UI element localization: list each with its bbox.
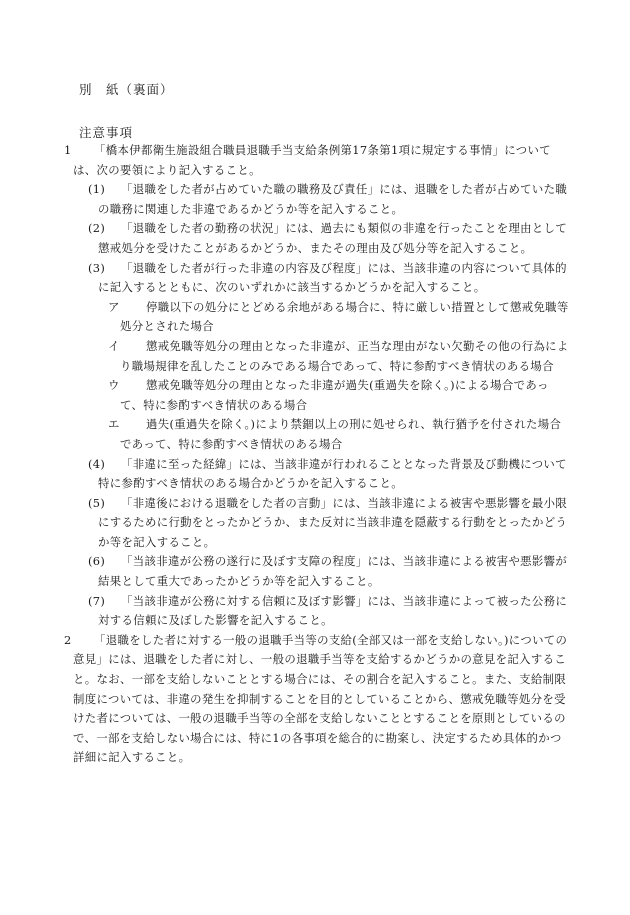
notes-heading: 注意事項 <box>79 125 134 140</box>
note-subitem-2 <box>0 219 630 258</box>
item-number: 1 <box>64 143 72 157</box>
item-text: 懲戒免職等処分の理由となった非違が、正当な理由がない欠勤その他の行為により職場規律を乱したことのみである場合であって、特に参酌すべき情状のある場合 <box>120 338 569 373</box>
item-number: (1) <box>88 182 106 197</box>
item-number: (7) <box>88 593 106 608</box>
item-number: 2 <box>64 632 72 647</box>
note-subitem-4 <box>0 455 630 494</box>
note-subitem-7 <box>0 592 630 631</box>
item-text: 「非違後における退職をした者の言動」には、当該非違による被害や悪影響を最小限にするために行動をとったかどうか、また反対に当該非違を隠蔽する行動をとったかどうか等を記入すること。 <box>98 495 568 549</box>
item-text: 「当該非違が公務の遂行に及ぼす支障の程度」には、当該非違による被害や悪影響が結果として重大であったかどうか等を記入すること。 <box>98 554 568 589</box>
item-text: 過失(重過失を除く。)により禁錮以上の刑に処せられ、執行猶予を付された場合であって、特に参酌すべき情状のある場合 <box>120 417 562 451</box>
note-subsubitem-a <box>0 298 630 337</box>
attachment-heading: 別 紙（裏面） <box>79 82 174 97</box>
note-subsubitem-e <box>0 415 630 454</box>
note-item-2 <box>0 631 630 768</box>
note-subitem-3 <box>0 259 630 298</box>
item-text: 「当該非違が公務に対する信頼に及ぼす影響」には、当該非違によって被った公務に対する信頼に及ぼした影響を記入すること。 <box>98 593 568 628</box>
item-number: (4) <box>88 456 106 471</box>
item-text: 「退職をした者の勤務の状況」には、過去にも類似の非違を行ったことを理由として懲戒処分を受けたことがあるかどうか、またその理由及び処分等を記入すること。 <box>98 221 568 255</box>
item-number: (2) <box>88 221 106 236</box>
note-subsubitem-u <box>0 376 630 415</box>
item-number: (6) <box>88 554 106 569</box>
item-text: 懲戒免職等処分の理由となった非違が過失(重過失を除く。)による場合であって、特に参酌すべき情状のある場合 <box>120 378 549 412</box>
item-text: 「退職をした者が行った非違の内容及び程度」には、当該非違の内容について具体的に記入するとともに、次のいずれかに該当するかどうかを記入すること。 <box>98 260 567 295</box>
item-number: イ <box>108 338 120 353</box>
item-text: 「非違に至った経緯」には、当該非違が行われることとなった背景及び動機について特に参酌すべき情状のある場合かどうかを記入すること。 <box>98 456 567 491</box>
item-number: ア <box>108 299 120 314</box>
item-number: (5) <box>88 495 106 510</box>
note-item-1 <box>0 141 630 180</box>
item-text: 「退職をした者に対する一般の退職手当等の支給(全部又は一部を支給しない。)についての意見」には、退職をした者に対し、一般の退職手当等を支給するかどうかの意見を記入すること。なお、一部を支給しないこととする場合には、その割合を記入すること。また、支給制限制度については、非違の発生を抑制することを目的としていることから、懲戒免職等処分を受けた者については、一般の退職手当等の全部を支給しないこととすることを原則としているので、一部を支給しない場合には、特に1の各事項を総合的に勘案し、決定するため具体的かつ詳細に記入すること。 <box>73 632 568 765</box>
item-number: エ <box>108 417 120 432</box>
item-text: 「橋本伊都衛生施設組合職員退職手当支給条例第17条第1項に規定する事情」については、次の要領により記入すること。 <box>73 143 551 177</box>
note-subitem-6 <box>0 552 630 591</box>
note-subitem-1 <box>0 180 630 219</box>
note-subitem-5 <box>0 494 630 553</box>
item-number: (3) <box>88 260 106 275</box>
item-number: ウ <box>108 378 120 393</box>
note-subsubitem-i <box>0 337 630 376</box>
item-text: 停職以下の処分にとどめる余地がある場合に、特に厳しい措置として懲戒免職等処分とされた場合 <box>120 299 569 334</box>
item-text: 「退職をした者が占めていた職の職務及び責任」には、退職をした者が占めていた職の職務に関連した非違であるかどうか等を記入すること。 <box>98 182 568 216</box>
notes-list <box>0 141 630 768</box>
